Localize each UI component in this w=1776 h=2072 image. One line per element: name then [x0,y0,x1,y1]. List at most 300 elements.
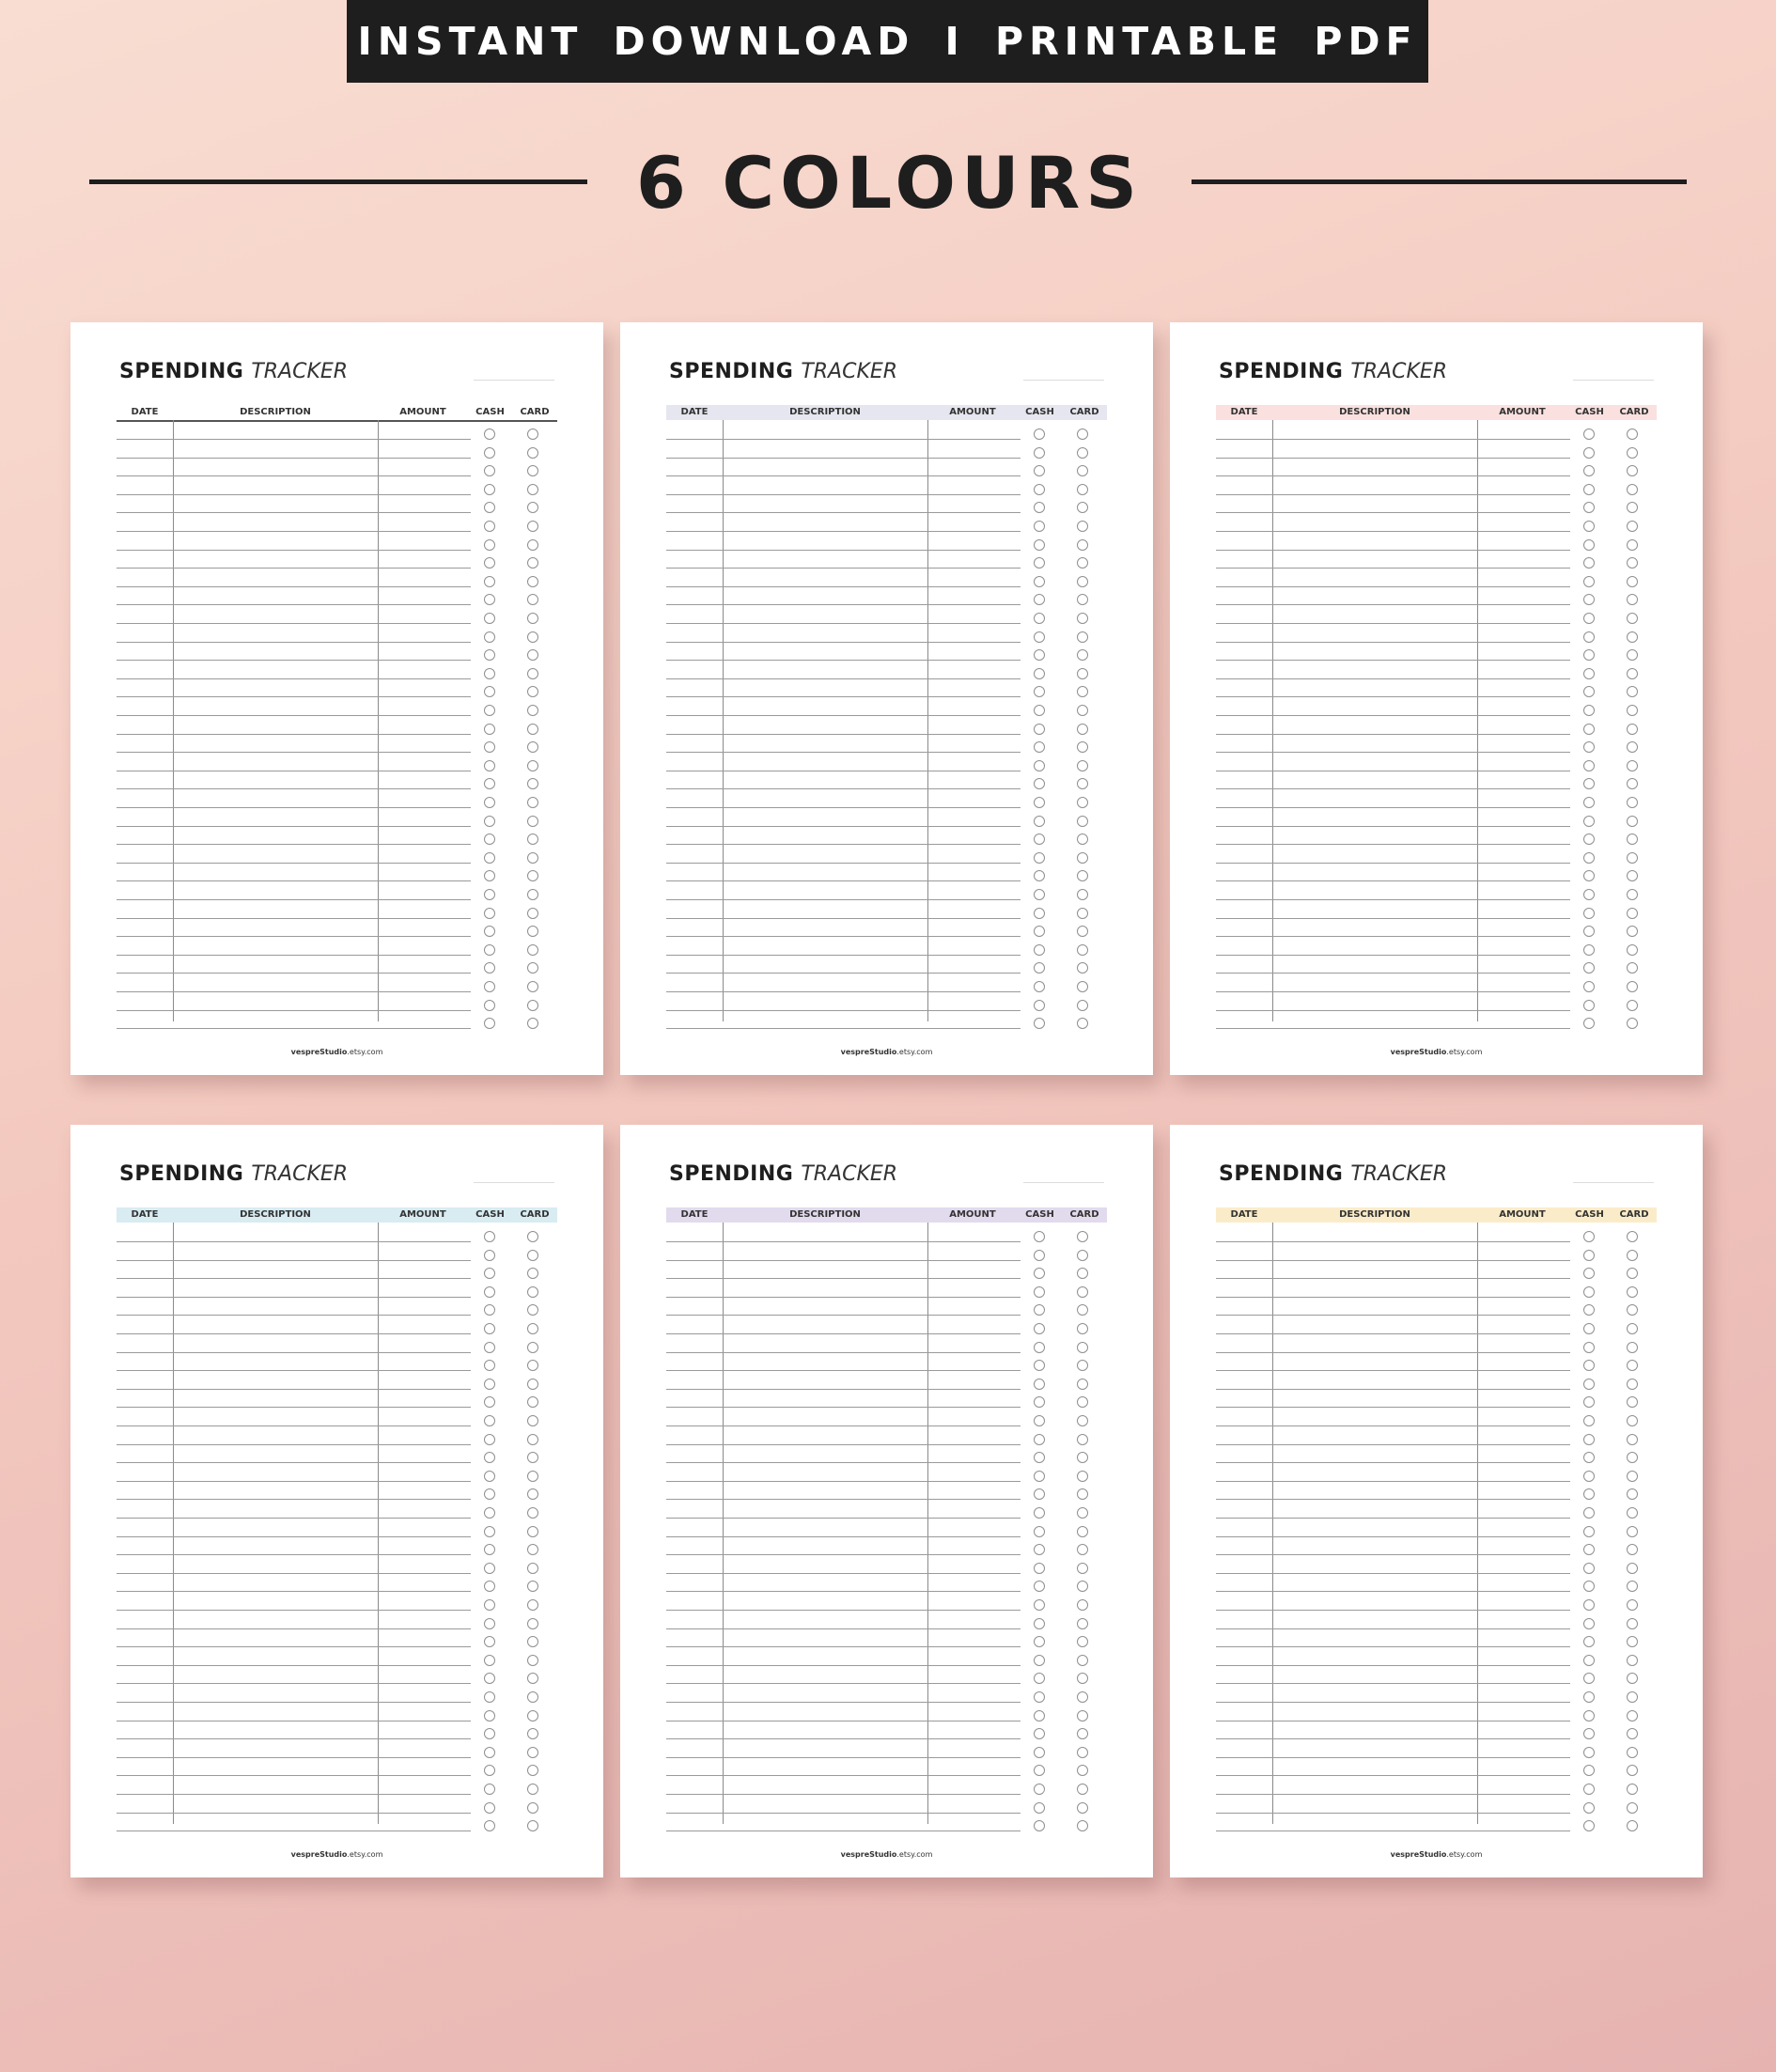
table-row [117,807,471,808]
cash-checkbox [1583,797,1595,808]
cash-checkbox [1034,926,1045,937]
card-checkbox [1627,594,1638,605]
cash-checkbox [1583,557,1595,569]
cash-checkbox [484,944,495,956]
cash-checkbox [1583,1618,1595,1629]
table-row [1216,623,1570,624]
table-row [666,918,1020,919]
sheet-title-italic: TRACKER [251,1162,349,1186]
cash-checkbox [1583,686,1595,697]
cash-checkbox [484,1304,495,1316]
table-row [117,1260,471,1261]
table-row [1216,1315,1570,1316]
sheet-title-bold: SPENDING [119,360,244,383]
card-checkbox [1077,1286,1088,1298]
table-row [1216,1702,1570,1703]
cash-checkbox [1034,1434,1045,1445]
card-checkbox [1077,962,1088,974]
card-checkbox [527,833,538,845]
cash-checkbox [1034,1673,1045,1684]
card-checkbox [527,962,538,974]
cash-checkbox [1034,1544,1045,1555]
table-row [1216,1462,1570,1463]
cash-checkbox [484,1636,495,1647]
card-checkbox [527,465,538,476]
table-row [1216,1738,1570,1739]
sheet-title-bold: SPENDING [1219,360,1344,383]
card-checkbox [1627,1636,1638,1647]
card-checkbox [527,613,538,624]
cash-checkbox [1034,594,1045,605]
table-row [117,1278,471,1279]
card-checkbox [527,926,538,937]
card-checkbox [527,594,538,605]
heading-rule-right [1192,179,1687,184]
table-row [1216,1683,1570,1684]
table-row [1216,458,1570,459]
cash-checkbox [484,1434,495,1445]
cash-checkbox [1034,1784,1045,1795]
table-row [1216,1352,1570,1353]
card-checkbox [527,1636,538,1647]
table-row [666,1462,1020,1463]
sheet-title-bold: SPENDING [669,360,794,383]
table-row [1216,955,1570,956]
column-header: AMOUNT [399,1209,446,1220]
column-header: AMOUNT [949,1209,996,1220]
column-header: CARD [1069,407,1099,417]
card-checkbox [527,870,538,881]
cash-checkbox [1583,1323,1595,1334]
cash-checkbox [1583,760,1595,771]
table-row [666,826,1020,827]
column-header: DESCRIPTION [1339,1209,1410,1220]
table-row [1216,1536,1570,1537]
cash-checkbox [1034,962,1045,974]
cash-checkbox [484,1000,495,1011]
cash-checkbox [1034,1581,1045,1592]
cash-checkbox [1034,1691,1045,1703]
cash-checkbox [1583,484,1595,495]
table-row [666,475,1020,476]
column-divider [723,420,724,1021]
card-checkbox [1077,1544,1088,1555]
card-checkbox [1627,613,1638,624]
footer-brand: vespreStudio [840,1048,897,1056]
cash-checkbox [484,1691,495,1703]
table-row [117,1628,471,1629]
table-row [117,1738,471,1739]
table-row [1216,1554,1570,1555]
card-checkbox [1627,1618,1638,1629]
table-row [117,494,471,495]
cash-checkbox [1583,1636,1595,1647]
column-divider [927,420,928,1021]
column-header: CARD [1619,1209,1649,1220]
table-row [117,826,471,827]
sheet-title-bold: SPENDING [1219,1162,1344,1186]
cash-checkbox [484,1784,495,1795]
cash-checkbox [1034,908,1045,919]
cash-checkbox [1583,539,1595,551]
sheet-title [1219,1162,1447,1186]
table-row [666,1702,1020,1703]
column-header: CARD [520,407,550,417]
cash-checkbox [1034,502,1045,513]
card-checkbox [527,1507,538,1519]
footer-brand: vespreStudio [840,1850,897,1859]
card-checkbox [527,1286,538,1298]
colours-heading-text: 6 COLOURS [635,141,1144,225]
title-underline [1573,1182,1654,1183]
table-row [666,1444,1020,1445]
card-checkbox [1077,852,1088,864]
card-checkbox [1077,447,1088,459]
card-checkbox [527,1544,538,1555]
card-checkbox [1077,1636,1088,1647]
card-checkbox [1077,889,1088,900]
table-row [666,899,1020,900]
column-header: CASH [475,1209,505,1220]
cash-checkbox [484,705,495,716]
table-row [666,604,1020,605]
cash-checkbox [1034,1599,1045,1611]
cash-checkbox [1034,1379,1045,1390]
card-checkbox [1077,944,1088,956]
table-row [117,1536,471,1537]
cash-checkbox [1583,1304,1595,1316]
table-header [666,1207,1107,1223]
card-checkbox [1077,631,1088,643]
table-row [117,734,471,735]
tracker-sheet-lilac [620,1125,1153,1877]
card-checkbox [527,1452,538,1463]
table-row [117,1646,471,1647]
table-row [1216,1665,1570,1666]
card-checkbox [527,484,538,495]
card-checkbox [1627,649,1638,661]
card-checkbox [527,778,538,789]
table-row [1216,1813,1570,1814]
card-checkbox [527,1415,538,1426]
cash-checkbox [484,521,495,532]
cash-checkbox [1583,1268,1595,1279]
table-row [666,550,1020,551]
card-checkbox [527,447,538,459]
card-checkbox [527,1360,538,1371]
cash-checkbox [484,852,495,864]
title-underline [1573,380,1654,381]
card-checkbox [1627,981,1638,992]
table-row [666,752,1020,753]
cash-checkbox [1583,1415,1595,1426]
cash-checkbox [484,1655,495,1666]
card-checkbox [527,668,538,679]
column-divider [1477,1223,1478,1824]
cash-checkbox [1034,668,1045,679]
card-checkbox [1627,428,1638,440]
cash-checkbox [484,1286,495,1298]
table-row [1216,1241,1570,1242]
column-divider [378,1223,379,1824]
cash-checkbox [1034,1563,1045,1574]
cash-checkbox [1583,1581,1595,1592]
card-checkbox [1627,502,1638,513]
cash-checkbox [1034,1728,1045,1739]
cash-checkbox [1583,447,1595,459]
table-row [1216,1370,1570,1371]
instant-download-banner: INSTANT DOWNLOAD I PRINTABLE PDF [347,0,1428,83]
sheet-title-italic: TRACKER [801,360,898,383]
cash-checkbox [484,1471,495,1482]
cash-checkbox [484,447,495,459]
column-header: DATE [680,1209,709,1220]
cash-checkbox [484,1452,495,1463]
table-row [117,1573,471,1574]
table-row [117,1425,471,1426]
table-row [1216,475,1570,476]
cash-checkbox [1583,1471,1595,1482]
table-row [666,844,1020,845]
cash-checkbox [1583,870,1595,881]
cash-checkbox [484,1599,495,1611]
footer-brand: vespreStudio [290,1850,348,1859]
cash-checkbox [484,1231,495,1242]
table-row [117,586,471,587]
table-row [666,1665,1020,1666]
cash-checkbox [1583,1018,1595,1029]
table-header [666,405,1107,420]
card-checkbox [1627,1304,1638,1316]
table-row [117,604,471,605]
card-checkbox [1627,926,1638,937]
cash-checkbox [484,1710,495,1721]
table-row [117,696,471,697]
cash-checkbox [484,1379,495,1390]
card-checkbox [1077,1784,1088,1795]
card-checkbox [1077,1304,1088,1316]
sheet-footer [1170,1048,1703,1056]
tracker-sheet-lavender-grey [620,322,1153,1075]
card-checkbox [527,724,538,735]
card-checkbox [527,1563,538,1574]
card-checkbox [1077,1618,1088,1629]
table-row [1216,936,1570,937]
sheet-title [669,1162,897,1186]
cash-checkbox [484,1673,495,1684]
card-checkbox [527,539,538,551]
table-row [117,1591,471,1592]
card-checkbox [1627,760,1638,771]
table-row [1216,1757,1570,1758]
cash-checkbox [1583,962,1595,974]
column-header: CARD [1619,407,1649,417]
card-checkbox [527,981,538,992]
sheet-footer [1170,1850,1703,1859]
card-checkbox [1077,668,1088,679]
card-checkbox [527,1618,538,1629]
table-row [1216,1573,1570,1574]
card-checkbox [1627,1655,1638,1666]
table-row [1216,752,1570,753]
table-row [1216,1499,1570,1500]
cash-checkbox [1583,1379,1595,1390]
card-checkbox [527,1488,538,1500]
footer-brand: vespreStudio [1390,1048,1447,1056]
title-underline [474,1182,554,1183]
table-row [117,955,471,956]
table-row [117,531,471,532]
cash-checkbox [1583,1710,1595,1721]
card-checkbox [527,1018,538,1029]
footer-domain: .etsy.com [896,1850,933,1859]
table-row [117,678,471,679]
table-row [666,863,1020,864]
table-row [666,1554,1020,1555]
card-checkbox [1077,760,1088,771]
cash-checkbox [1034,1396,1045,1408]
cash-checkbox [1034,1018,1045,1029]
cash-checkbox [1034,1286,1045,1298]
card-checkbox [1627,833,1638,845]
cash-checkbox [1583,1507,1595,1519]
cash-checkbox [484,816,495,827]
card-checkbox [1077,1250,1088,1261]
cash-checkbox [1583,1784,1595,1795]
table-row [1216,1389,1570,1390]
card-checkbox [1077,1581,1088,1592]
table-row [117,1518,471,1519]
card-checkbox [527,1342,538,1353]
cash-checkbox [1583,428,1595,440]
card-checkbox [1077,1000,1088,1011]
footer-domain: .etsy.com [1446,1048,1483,1056]
card-checkbox [527,797,538,808]
cash-checkbox [484,484,495,495]
table-row [117,439,471,440]
card-checkbox [527,908,538,919]
cash-checkbox [484,557,495,569]
table-row [1216,807,1570,808]
cash-checkbox [1034,576,1045,587]
table-header [117,405,557,422]
card-checkbox [527,686,538,697]
cash-checkbox [1034,981,1045,992]
card-checkbox [527,1747,538,1758]
table-row [117,1444,471,1445]
table-row [117,1481,471,1482]
table-row [1216,880,1570,881]
cash-checkbox [1034,521,1045,532]
cash-checkbox [1583,1231,1595,1242]
cash-checkbox [1583,465,1595,476]
table-row [117,1757,471,1758]
card-checkbox [1627,1434,1638,1445]
title-underline [1023,380,1104,381]
card-checkbox [1627,539,1638,551]
cash-checkbox [484,686,495,697]
table-row [117,512,471,513]
card-checkbox [527,557,538,569]
card-checkbox [1077,428,1088,440]
cash-checkbox [1583,1286,1595,1298]
table-row [117,1683,471,1684]
cash-checkbox [1034,1231,1045,1242]
card-checkbox [1627,1415,1638,1426]
cash-checkbox [484,502,495,513]
table-row [117,1499,471,1500]
table-row [666,973,1020,974]
cash-checkbox [1583,1691,1595,1703]
table-row [117,880,471,881]
column-divider [1272,420,1273,1021]
table-header [1216,1207,1657,1223]
table-row [666,1794,1020,1795]
card-checkbox [1077,908,1088,919]
cash-checkbox [1583,1673,1595,1684]
cash-checkbox [1583,1655,1595,1666]
sheet-title-italic: TRACKER [1350,360,1448,383]
card-checkbox [1077,521,1088,532]
table-row [1216,1444,1570,1445]
card-checkbox [1627,1379,1638,1390]
table-row [1216,1518,1570,1519]
table-row [1216,1775,1570,1776]
card-checkbox [1077,724,1088,735]
cash-checkbox [1034,539,1045,551]
card-checkbox [1627,484,1638,495]
cash-checkbox [1034,833,1045,845]
table-row [666,1591,1020,1592]
card-checkbox [1077,576,1088,587]
card-checkbox [1627,631,1638,643]
table-row [666,807,1020,808]
cash-checkbox [1034,1304,1045,1316]
card-checkbox [527,1691,538,1703]
cash-checkbox [1583,705,1595,716]
table-row [666,1352,1020,1353]
card-checkbox [527,816,538,827]
card-checkbox [527,705,538,716]
table-row [117,1370,471,1371]
column-divider [173,420,174,1021]
card-checkbox [1627,686,1638,697]
sheet-title [119,1162,348,1186]
card-checkbox [1077,1802,1088,1814]
card-checkbox [1627,1488,1638,1500]
card-checkbox [527,944,538,956]
cash-checkbox [1583,816,1595,827]
cash-checkbox [484,1415,495,1426]
cash-checkbox [1583,1434,1595,1445]
card-checkbox [527,889,538,900]
cash-checkbox [1034,1250,1045,1261]
table-row [666,568,1020,569]
table-row [666,623,1020,624]
card-checkbox [1627,1231,1638,1242]
table-row [1216,991,1570,992]
column-header: AMOUNT [1499,1209,1546,1220]
cash-checkbox [1034,1360,1045,1371]
card-checkbox [1077,1691,1088,1703]
sheet-title-bold: SPENDING [119,1162,244,1186]
cash-checkbox [1583,944,1595,956]
footer-domain: .etsy.com [1446,1850,1483,1859]
sheet-footer [70,1048,603,1056]
column-header: DATE [131,1209,159,1220]
footer-brand: vespreStudio [290,1048,348,1056]
cash-checkbox [1583,1544,1595,1555]
